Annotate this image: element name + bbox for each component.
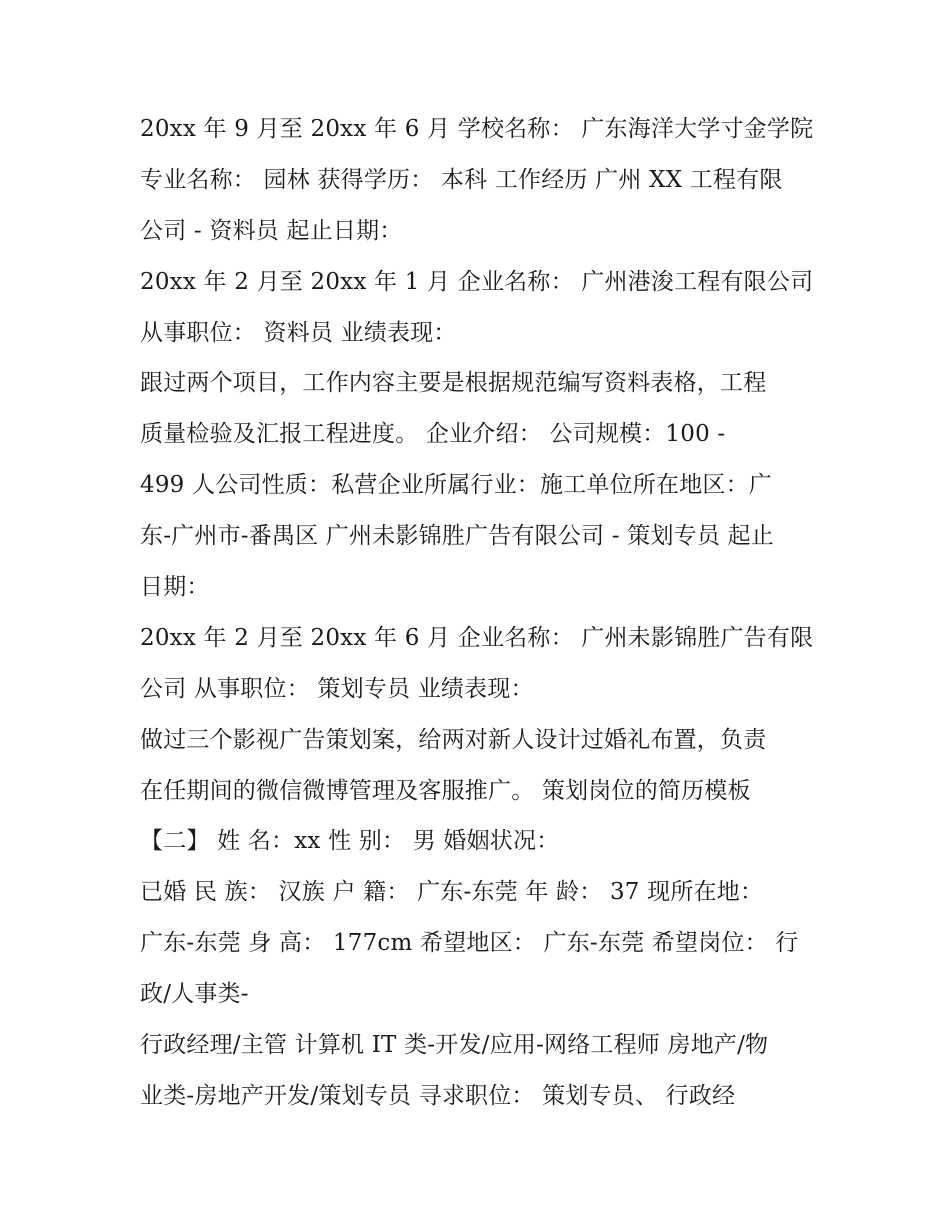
text-line: 做过三个影视广告策划案，给两对新人设计过婚礼布置，负责 [140, 726, 767, 753]
text-line: 20xx 年 2 月至 20xx 年 6 月 企业名称： 广州未影锦胜广告有限 [140, 624, 814, 651]
text-line: 跟过两个项目，工作内容主要是根据规范编写资料表格，工程 [140, 370, 767, 397]
text-line: 日期： [140, 574, 210, 601]
text-line: 业类-房地产开发/策划专员 寻求职位： 策划专员、 行政经 [140, 1082, 736, 1109]
text-line: 东-广州市-番禺区 广州未影锦胜广告有限公司 - 策划专员 起止 [140, 523, 774, 550]
text-line: 在任期间的微信微博管理及客服推广。 策划岗位的简历模板 [140, 777, 751, 804]
text-line: 20xx 年 2 月至 20xx 年 1 月 企业名称： 广州港浚工程有限公司 [140, 268, 814, 295]
text-line: 已婚 民 族： 汉族 户 籍： 广东-东莞 年 龄： 37 现所在地： [140, 879, 764, 906]
text-line: 专业名称： 园林 获得学历： 本科 工作经历 广州 XX 工程有限 [140, 166, 783, 193]
text-line: 【二】 姓 名：xx 性 别： 男 婚姻状况： [140, 828, 560, 855]
text-line: 广东-东莞 身 高： 177cm 希望地区： 广东-东莞 希望岗位： 行 [140, 930, 799, 957]
text-line: 质量检验及汇报工程进度。 企业介绍： 公司规模：100 - [140, 421, 726, 448]
resume-text-body [140, 104, 830, 1122]
text-line: 政/人事类- [140, 981, 249, 1008]
text-line: 行政经理/主管 计算机 IT 类-开发/应用-网络工程师 房地产/物 [140, 1032, 769, 1059]
text-line: 20xx 年 9 月至 20xx 年 6 月 学校名称： 广东海洋大学寸金学院 [140, 116, 814, 142]
text-line: 499 人公司性质：私营企业所属行业：施工单位所在地区：广 [140, 472, 773, 499]
text-line: 公司 从事职位： 策划专员 业绩表现： [140, 675, 534, 702]
text-line: 从事职位： 资料员 业绩表现： [140, 319, 457, 346]
text-line: 公司 - 资料员 起止日期： [140, 217, 403, 244]
